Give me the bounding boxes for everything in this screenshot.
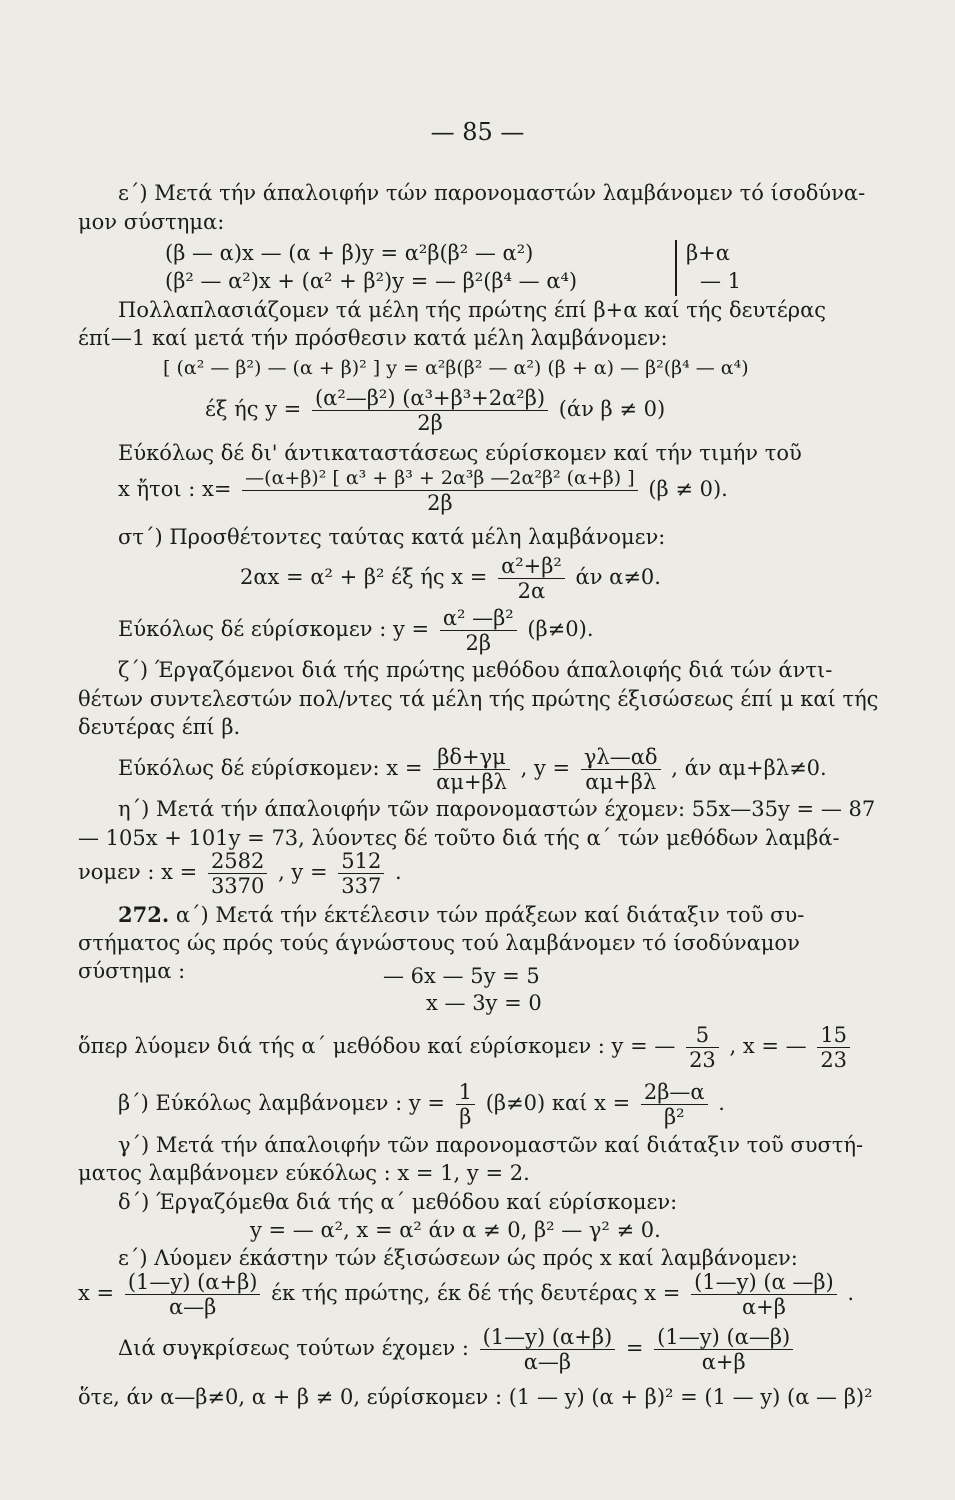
h-prefix: νομεν : x =: [78, 860, 198, 884]
e2-x1-numerator: (1—y) (α+β): [125, 1270, 261, 1295]
st-equation: [240, 554, 661, 603]
e2-x1-fraction: [125, 1270, 261, 1319]
comparison-right-fraction: [654, 1325, 793, 1374]
comparison-right-denominator: α+β: [701, 1350, 746, 1374]
y-denominator: 2β: [417, 411, 443, 435]
solve-x-prefix: , x = —: [729, 1034, 807, 1058]
paragraph-g-line2: ματος λαμβάνομεν εύκόλως : x = 1, y = 2.: [78, 1161, 530, 1185]
st-y-prefix: Εύκόλως δέ εύρίσκομεν : y =: [118, 617, 430, 641]
system1-equation2: (β² — α²)x + (α² + β²)y = — β²(β⁴ — α⁴): [165, 269, 578, 293]
e2-end: .: [847, 1281, 855, 1305]
b-x-denominator: β²: [663, 1105, 685, 1129]
multiply-line2: έπί—1 καί μετά τήν πρόσθεσιν κατά μέλη λαμβάνομεν:: [78, 326, 668, 350]
z-x-numerator: βδ+γμ: [433, 745, 510, 770]
solve-x-numerator: 15: [817, 1023, 850, 1048]
solve-prefix: ὅπερ λύομεν διά τής α΄ μεθόδου καί εύρίσκομεν : y = —: [78, 1034, 676, 1058]
easy-substitution-line: Εύκόλως δέ δι' άντικαταστάσεως εύρίσκομεν καί τήν τιμήν τοῦ: [118, 441, 802, 465]
st-numerator: α²+β²: [498, 554, 565, 579]
e2-middle: έκ τής πρώτης, έκ δέ τής δευτέρας x =: [271, 1281, 681, 1305]
comparison-right-numerator: (1—y) (α—β): [654, 1325, 793, 1350]
h-end: .: [395, 860, 402, 884]
st-y-condition: (β≠0).: [527, 617, 594, 641]
st-denominator: 2α: [517, 579, 546, 603]
problem-number: 272.: [118, 902, 170, 927]
st-y-denominator: 2β: [465, 631, 491, 655]
z-x-fraction: [433, 745, 510, 794]
solve-line: [78, 1023, 854, 1072]
b-prefix: β΄) Εύκόλως λαμβάνομεν : y =: [118, 1091, 445, 1115]
h-x-fraction: [208, 849, 267, 898]
comparison-prefix: Διά συγκρίσεως τούτων έχομεν :: [118, 1336, 469, 1360]
b-y-fraction: [456, 1080, 475, 1129]
paragraph-z-line3: δευτέρας έπί β.: [78, 715, 241, 739]
paragraph-z-line1: ζ΄) Έργαζόμενοι διά τής πρώτης μεθόδου άπαλοιφής διά τών άντι-: [118, 658, 833, 682]
problem-272-line2: στήματος ώς πρός τούς άγνώστους τού λαμβάνομεν τό ίσοδύναμον: [78, 931, 800, 955]
st-y-numerator: α² —β²: [440, 606, 517, 631]
z-solution-line: [118, 745, 827, 794]
b-x-fraction: [641, 1080, 708, 1129]
y-prefix: έξ ής y =: [205, 397, 302, 421]
paragraph-g-line1: γ΄) Μετά τήν άπαλοιφήν τῶν παρονομαστῶν καί διάταξιν τοῦ συστή-: [118, 1133, 864, 1157]
h-y-denominator: 337: [341, 874, 382, 898]
z-y-numerator: γλ—αδ: [581, 745, 661, 770]
solve-y-denominator: 23: [689, 1048, 716, 1072]
z-y-denominator: αμ+βλ: [585, 770, 657, 794]
paragraph-e1-line2: μον σύστημα:: [78, 210, 225, 234]
b-end: .: [718, 1091, 725, 1115]
h-y-prefix: , y =: [278, 860, 328, 884]
paragraph-h-line2: — 105x + 101y = 73, λύοντες δέ τοῦτο διά τής α΄ τών μεθόδων λαμβά-: [78, 826, 840, 850]
h-y-fraction: [338, 849, 384, 898]
comparison-left-denominator: α—β: [523, 1350, 572, 1374]
x-denominator: 2β: [427, 491, 453, 515]
e2-x1-denominator: α—β: [168, 1295, 217, 1319]
x-prefix: x ἤτοι : x=: [118, 477, 232, 501]
problem-272-line3: σύστημα :: [78, 959, 186, 983]
paragraph-d-line1: δ΄) Έργαζόμεθα διά τής α΄ μεθόδου καί εύρίσκομεν:: [118, 1190, 678, 1214]
y-condition: (άν β ≠ 0): [558, 397, 666, 421]
system1-multiplier1: β+α: [686, 241, 730, 265]
e2-x2-denominator: α+β: [741, 1295, 786, 1319]
problem-272-line1: [118, 902, 804, 928]
solve-x-fraction: [817, 1023, 850, 1072]
comparison-left-numerator: (1—y) (α+β): [480, 1325, 616, 1350]
st-y-equation: [118, 606, 594, 655]
y-numerator: (α²—β²) (α³+β³+2α²β): [312, 386, 548, 411]
paragraph-st: στ΄) Προσθέτοντες ταύτας κατά μέλη λαμβάνομεν:: [118, 525, 666, 549]
st-eq-prefix: 2αx = α² + β² έξ ής x =: [240, 565, 488, 589]
solve-x-denominator: 23: [820, 1048, 848, 1072]
e2-x2-fraction: [691, 1270, 837, 1319]
comparison-line: [118, 1325, 797, 1374]
x-condition: (β ≠ 0).: [648, 477, 728, 501]
system2-equation2: x — 3y = 0: [426, 991, 542, 1015]
e2-solution-line: [78, 1270, 854, 1319]
z-condition: , άν αμ+βλ≠0.: [671, 756, 827, 780]
problem-272-text: α΄) Μετά τήν έκτέλεσιν τών πράξεων καί διάταξιν τοῦ συ-: [175, 903, 805, 927]
comparison-left-fraction: [480, 1325, 616, 1374]
solve-y-numerator: 5: [686, 1023, 719, 1048]
b-middle: (β≠0) καί x =: [485, 1091, 631, 1115]
z-y-prefix: , y =: [520, 756, 571, 780]
x-fraction: [242, 466, 637, 515]
final-line: ὅτε, άν α—β≠0, α + β ≠ 0, εύρίσκομεν : (1 — y) (α + β)² = (1 — y) (α — β)²: [78, 1385, 873, 1409]
h-x-numerator: 2582: [208, 849, 267, 874]
st-y-fraction: [440, 606, 517, 655]
z-x-denominator: αμ+βλ: [436, 770, 507, 794]
x-solution-line: [118, 466, 728, 515]
z-prefix: Εύκόλως δέ εύρίσκομεν: x =: [118, 756, 423, 780]
h-solution-line: [78, 849, 402, 898]
e2-prefix: x =: [78, 1281, 115, 1305]
paragraph-z-line2: θέτων συντελεστών πολ/ντες τά μέλη τής πρώτης έξισώσεως έπί μ καί τής: [78, 687, 879, 711]
page-number: — 85 —: [430, 118, 525, 146]
st-fraction: [498, 554, 565, 603]
h-y-numerator: 512: [338, 849, 384, 874]
x-numerator: —(α+β)² [ α³ + β³ + 2α³β —2α²β² (α+β) ]: [242, 466, 637, 491]
b-x-numerator: 2β—α: [641, 1080, 708, 1105]
st-condition: άν α≠0.: [575, 565, 661, 589]
y-solution-line: [205, 386, 665, 435]
paragraph-h-line1: η΄) Μετά τήν άπαλοιφήν τῶν παρονομαστών έχομεν: 55x—35y = — 87: [118, 797, 876, 821]
z-y-fraction: [581, 745, 661, 794]
paragraph-b-line: [118, 1080, 725, 1129]
paragraph-d-line2: y = — α², x = α² άν α ≠ 0, β² — γ² ≠ 0.: [250, 1218, 661, 1242]
paragraph-e2-line1: ε΄) Λύομεν έκάστην τών έξισώσεων ώς πρός x καί λαμβάνομεν:: [118, 1246, 798, 1270]
combined-equation: [ (α² — β²) — (α + β)² ] y = α²β(β² — α²) (β + α) — β²(β⁴ — α⁴): [163, 357, 749, 379]
e2-x2-numerator: (1—y) (α —β): [691, 1270, 837, 1295]
h-x-denominator: 3370: [210, 874, 265, 898]
y-fraction: [312, 386, 548, 435]
system1-multiplier2: — 1: [700, 269, 742, 293]
system2-equation1: — 6x — 5y = 5: [383, 964, 540, 988]
paragraph-e1-line1: ε΄) Μετά τήν άπαλοιφήν τών παρονομαστών λαμβάνομεν τό ίσοδύνα-: [118, 181, 866, 205]
comparison-equals: =: [625, 1336, 644, 1360]
multiply-line1: Πολλαπλασιάζομεν τά μέλη τής πρώτης έπί β+α καί τής δευτέρας: [118, 298, 827, 322]
solve-y-fraction: [686, 1023, 719, 1072]
multiplier-divider: [675, 240, 677, 296]
b-y-denominator: β: [459, 1105, 472, 1129]
b-y-numerator: 1: [456, 1080, 475, 1105]
system1-equation1: (β — α)x — (α + β)y = α²β(β² — α²): [165, 241, 534, 265]
